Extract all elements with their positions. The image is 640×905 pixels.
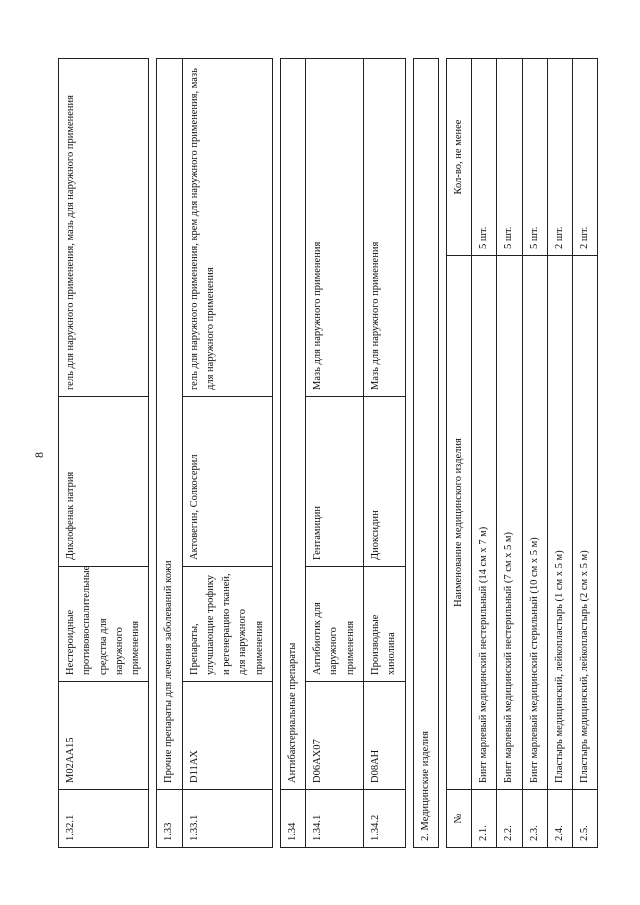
table-row [547, 59, 572, 848]
device-name: Бинт марлевый медицинский нестерильный (14 см х 7 м) [472, 256, 497, 790]
atc-code: D08AH [363, 682, 405, 790]
row-number: 2.3. [522, 790, 547, 848]
row-number: 2.4. [547, 790, 572, 848]
atc-code: D11AX [182, 682, 272, 790]
table-row [59, 59, 149, 848]
row-number: 1.34.2 [363, 790, 405, 848]
dosage-form: гель для наружного применения, крем для наружного применения, мазь для наружного применения [182, 59, 272, 397]
drug-name: Диклофенак натрия [59, 397, 149, 567]
device-name: Бинт марлевый медицинский нестерильный (7 см х 5 м) [497, 256, 522, 790]
pharm-group: Производные хинолина [363, 567, 405, 682]
table-row [472, 59, 497, 848]
drugs-table [58, 58, 406, 848]
row-number: 1.33 [157, 790, 182, 848]
atc-code: M02AA15 [59, 682, 149, 790]
device-qty: 5 шт. [497, 59, 522, 256]
row-number: 1.34 [280, 790, 305, 848]
drug-name: Диоксидин [363, 397, 405, 567]
dosage-form: Мазь для наружного применения [363, 59, 405, 397]
devices-table [406, 58, 599, 848]
row-number: 2.1. [472, 790, 497, 848]
dosage-form: гель для наружного применения, мазь для наружного применения [59, 59, 149, 397]
row-number: 1.33.1 [182, 790, 272, 848]
group-title: Прочие препараты для лечения заболеваний кожи [157, 59, 182, 790]
row-number: 2.5. [573, 790, 598, 848]
device-qty: 5 шт. [522, 59, 547, 256]
row-number: 1.32.1 [59, 790, 149, 848]
pharm-group: Антибиотик для наружного применения [306, 567, 364, 682]
device-qty: 2 шт. [573, 59, 598, 256]
table-row [363, 59, 405, 848]
section-title: 2. Медицинские изделия [413, 59, 438, 848]
header-row [446, 59, 471, 848]
drug-name: Актовегин, Солкосерил [182, 397, 272, 567]
table-row [573, 59, 598, 848]
table-row [497, 59, 522, 848]
table-row [522, 59, 547, 848]
column-header-num: № [446, 790, 471, 848]
dosage-form: Мазь для наружного применения [306, 59, 364, 397]
table-row [306, 59, 364, 848]
device-name: Бинт марлевый медицинский стерильный (10 см х 5 м) [522, 256, 547, 790]
group-header-row [157, 59, 182, 848]
pharm-group: Препараты, улучшающие трофику и регенерацию тканей, для наружного применения [182, 567, 272, 682]
device-qty: 5 шт. [472, 59, 497, 256]
pharm-group: Нестероидные противовоспалительные средства для наружного применения [59, 567, 149, 682]
row-number: 2.2. [497, 790, 522, 848]
group-header-row [280, 59, 305, 848]
rotated-page-content [58, 58, 591, 848]
device-name: Пластырь медицинский, лейкопластырь (1 см х 5 м) [547, 256, 572, 790]
table-row [182, 59, 272, 848]
page-number: 8 [32, 452, 46, 458]
atc-code: D06AX07 [306, 682, 364, 790]
device-name: Пластырь медицинский, лейкопластырь (2 см х 5 м) [573, 256, 598, 790]
drug-name: Гентамицин [306, 397, 364, 567]
device-qty: 2 шт. [547, 59, 572, 256]
column-header-name: Наименование медицинского изделия [446, 256, 471, 790]
column-header-qty: Кол-во, не менее [446, 59, 471, 256]
row-number: 1.34.1 [306, 790, 364, 848]
group-title: Антибактериальные препараты [280, 59, 305, 790]
section-title-row [413, 59, 438, 848]
